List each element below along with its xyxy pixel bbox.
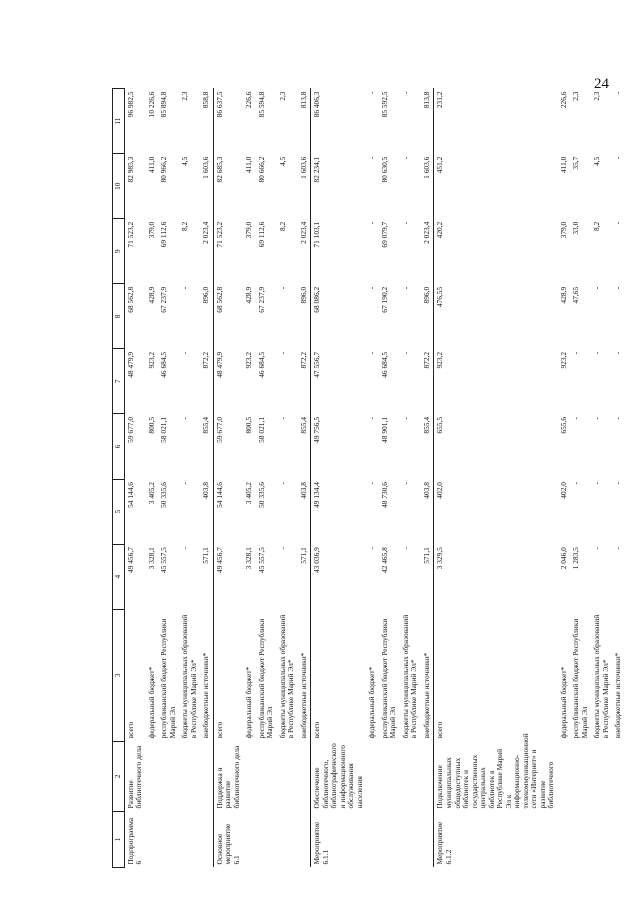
amount-cell: 428,9 (244, 286, 254, 304)
funding-source: всего (124, 609, 146, 741)
amount-cell: 86 637,5 (213, 89, 243, 154)
amount-cell: 402,0 (434, 479, 558, 544)
program-name: Поддержка и развитие библиотечного дела (213, 741, 243, 811)
amount-cell: 82 234,1 (311, 154, 367, 219)
amount-cell: 45 557,5 (159, 547, 169, 573)
amount-cell: - (592, 547, 602, 550)
column-header: 9 (113, 219, 125, 284)
funding-source: внебюджетные источники* (201, 652, 211, 739)
program-name (591, 741, 612, 811)
amount-cell: 3 405,2 (146, 482, 156, 505)
program-code (243, 811, 256, 867)
amount-cell: 3 328,1 (244, 547, 254, 570)
amount-cell: 800,5 (244, 416, 254, 434)
amount-cell: 655,6 (558, 416, 568, 434)
amount-cell: - (180, 286, 190, 290)
amount-cell: 923,2 (146, 351, 156, 369)
program-code (366, 811, 379, 867)
amount-cell: 47,65 (571, 286, 581, 304)
amount-cell: 80 630,5 (379, 156, 389, 183)
amount-cell: 3 328,1 (146, 547, 156, 570)
amount-cell: - (277, 547, 287, 550)
amount-cell: 80 966,2 (159, 156, 169, 183)
program-code (558, 811, 571, 867)
table-row (379, 89, 400, 868)
program-code (277, 811, 298, 867)
amount-cell: - (613, 221, 623, 225)
table-row (213, 89, 243, 868)
amount-cell: 855,4 (298, 416, 308, 434)
amount-cell: 2 023,4 (201, 221, 211, 244)
amount-cell: 428,9 (146, 286, 156, 304)
amount-cell: 2,3 (277, 91, 287, 101)
amount-cell: 67 237,9 (159, 286, 169, 313)
table-row (558, 89, 571, 868)
amount-cell: 476,55 (434, 284, 558, 349)
amount-cell: - (180, 482, 190, 485)
amount-cell: 231,2 (434, 89, 558, 154)
program-name (366, 741, 379, 811)
amount-cell: 54 144,6 (213, 479, 243, 544)
funding-source: бюджеты муниципальных образований в Республике Марий Эл* (277, 614, 296, 739)
amount-cell: - (367, 286, 377, 290)
column-header: 10 (113, 154, 125, 219)
amount-cell: 67 190,2 (379, 286, 389, 313)
amount-cell: 42 465,8 (379, 547, 389, 573)
amount-cell: 2,3 (592, 91, 602, 101)
amount-cell: - (613, 91, 623, 94)
amount-cell: - (613, 416, 623, 420)
amount-cell: 49 134,4 (311, 479, 367, 544)
amount-cell: 8,2 (180, 221, 190, 231)
amount-cell: - (180, 351, 190, 355)
program-name: Развитие библиотечного дела (124, 741, 146, 811)
amount-cell: - (571, 482, 581, 485)
amount-cell: - (592, 482, 602, 485)
amount-cell: 43 036,9 (311, 544, 367, 609)
amount-cell: - (400, 221, 410, 225)
amount-cell: - (367, 156, 377, 160)
funding-source: республиканский бюджет Республики Марий Эл (256, 618, 275, 739)
amount-cell: 379,0 (146, 221, 156, 239)
program-name (277, 741, 298, 811)
amount-cell: 2 023,4 (298, 221, 308, 244)
amount-cell: 411,0 (244, 156, 254, 174)
funding-source: внебюджетные источники* (613, 652, 623, 739)
program-name (146, 741, 159, 811)
amount-cell: - (367, 482, 377, 485)
table-row (200, 89, 213, 868)
amount-cell: 67 237,9 (256, 286, 266, 313)
column-header: 6 (113, 414, 125, 479)
amount-cell: 858,8 (201, 91, 211, 109)
table-row (591, 89, 612, 868)
amount-cell: 10 226,6 (146, 91, 156, 118)
amount-cell: - (571, 351, 581, 355)
table-row (179, 89, 200, 868)
amount-cell: 69 112,6 (159, 221, 169, 248)
amount-cell: 402,0 (558, 482, 568, 499)
amount-cell: 872,2 (298, 351, 308, 369)
funding-source: бюджеты муниципальных образований в Республике Марий Эл* (400, 614, 419, 739)
amount-cell: 58 021,1 (256, 416, 266, 443)
amount-cell: 855,4 (201, 416, 211, 434)
amount-cell: 85 894,8 (159, 91, 169, 118)
program-code (146, 811, 159, 867)
program-name: Обеспечение библиотечного, библиографического и информационного обслуживания населения (311, 741, 367, 811)
table-row (243, 89, 256, 868)
amount-cell: - (613, 286, 623, 290)
amount-cell: - (571, 416, 581, 420)
amount-cell: 82 685,3 (213, 154, 243, 219)
funding-source: республиканский бюджет Республики Марий Эл (159, 618, 177, 739)
table-row (158, 89, 179, 868)
amount-cell: - (180, 416, 190, 420)
amount-cell: 872,2 (421, 351, 431, 369)
amount-cell: - (277, 286, 287, 290)
amount-cell: - (367, 416, 377, 420)
header-row (113, 89, 125, 868)
amount-cell: 68 562,8 (213, 284, 243, 349)
amount-cell: 896,0 (421, 286, 431, 304)
funding-source: республиканский бюджет Республики Марий Эл (379, 618, 398, 739)
amount-cell: - (613, 351, 623, 355)
program-code: Мероприятие 6.1.1 (311, 811, 367, 867)
amount-cell: 48 479,9 (213, 349, 243, 414)
amount-cell: - (592, 416, 602, 420)
amount-cell: 2 023,4 (421, 221, 431, 244)
amount-cell: 571,1 (421, 547, 431, 564)
amount-cell: 69 112,6 (256, 221, 266, 248)
table-row (124, 89, 146, 868)
amount-cell: 48 730,6 (379, 482, 389, 508)
table-row (277, 89, 298, 868)
program-code: Основное мероприятие 6.1 (213, 811, 243, 867)
program-code (570, 811, 591, 867)
amount-cell: 45 557,5 (256, 547, 266, 573)
program-code (400, 811, 421, 867)
program-name (243, 741, 256, 811)
amount-cell: 71 103,1 (311, 219, 367, 284)
funding-source: внебюджетные источники* (421, 652, 431, 739)
amount-cell: 2 046,0 (558, 547, 568, 570)
program-name: Подключение муниципальных общедоступных библиотек и государственных центральных библиотек в Республике Марий Эл к информационно-телекоммуникационной сети «Интернет» и развитие библиотечного (434, 741, 558, 811)
amount-cell: - (613, 547, 623, 550)
amount-cell: 71 523,2 (213, 219, 243, 284)
amount-cell: 48 901,1 (379, 416, 389, 443)
amount-cell: 420,2 (434, 219, 558, 284)
amount-cell: 85 592,5 (379, 91, 389, 118)
program-code (298, 811, 311, 867)
amount-cell: - (277, 416, 287, 420)
amount-cell: 403,8 (421, 482, 431, 499)
amount-cell: 59 677,0 (124, 414, 146, 479)
amount-cell: 379,0 (558, 221, 568, 239)
amount-cell: 800,5 (146, 416, 156, 434)
amount-cell: - (367, 91, 377, 94)
funding-source: внебюджетные источники* (298, 652, 308, 739)
amount-cell: 872,2 (201, 351, 211, 369)
program-name (179, 741, 200, 811)
program-code (158, 811, 179, 867)
program-name (379, 741, 400, 811)
program-name (200, 741, 213, 811)
amount-cell: - (592, 351, 602, 355)
amount-cell: - (277, 351, 287, 355)
amount-cell: 923,2 (558, 351, 568, 369)
program-name (298, 741, 311, 811)
amount-cell: 69 079,7 (379, 221, 389, 248)
amount-cell: 451,2 (434, 154, 558, 219)
amount-cell: 3 405,2 (244, 482, 254, 505)
amount-cell: 33,0 (571, 221, 581, 235)
funding-source: федеральный бюджет* (367, 666, 377, 739)
amount-cell: 4,5 (277, 156, 287, 166)
funding-source: бюджеты муниципальных образований в Республике Марий Эл* (180, 614, 198, 739)
amount-cell: 923,2 (244, 351, 254, 369)
table-row (421, 89, 434, 868)
amount-cell: 2,3 (571, 91, 581, 101)
program-code (591, 811, 612, 867)
program-name (421, 741, 434, 811)
amount-cell: - (367, 351, 377, 355)
funding-source: всего (213, 609, 243, 741)
funding-source: федеральный бюджет* (558, 666, 568, 739)
amount-cell: 3 329,5 (434, 544, 558, 609)
table-row (298, 89, 311, 868)
amount-cell: - (613, 156, 623, 160)
rotated-table-wrapper (112, 88, 623, 868)
amount-cell: 86 406,3 (311, 89, 367, 154)
column-header: 8 (113, 284, 125, 349)
amount-cell: 35,7 (571, 156, 581, 170)
amount-cell: - (400, 156, 410, 160)
amount-cell: 82 985,3 (124, 154, 146, 219)
program-code (379, 811, 400, 867)
amount-cell: 923,2 (434, 349, 558, 414)
amount-cell: 4,5 (592, 156, 602, 166)
amount-cell: 1 603,6 (298, 156, 308, 179)
program-name (612, 741, 625, 811)
amount-cell: 813,8 (421, 91, 431, 109)
amount-cell: 428,9 (558, 286, 568, 304)
amount-cell: - (367, 221, 377, 225)
amount-cell: - (400, 547, 410, 550)
amount-cell: 49 756,5 (311, 414, 367, 479)
program-code (612, 811, 625, 867)
program-name (158, 741, 179, 811)
amount-cell: 47 556,7 (311, 349, 367, 414)
amount-cell: 46 684,5 (379, 351, 389, 378)
column-header: 5 (113, 479, 125, 544)
table-row (311, 89, 367, 868)
amount-cell: 8,2 (592, 221, 602, 231)
amount-cell: 68 562,8 (124, 284, 146, 349)
amount-cell: 226,6 (558, 91, 568, 109)
amount-cell: 411,0 (558, 156, 568, 174)
table-row (434, 89, 558, 868)
amount-cell: - (400, 482, 410, 485)
column-header: 3 (113, 609, 125, 741)
amount-cell: - (400, 416, 410, 420)
program-code (421, 811, 434, 867)
amount-cell: 59 677,0 (213, 414, 243, 479)
program-name (558, 741, 571, 811)
amount-cell: 655,5 (434, 414, 558, 479)
amount-cell: - (180, 547, 190, 550)
amount-cell: 54 144,6 (124, 479, 146, 544)
table-row (366, 89, 379, 868)
funding-source: бюджеты муниципальных образований в Республике Марий Эл* (592, 614, 610, 739)
amount-cell: - (592, 286, 602, 290)
amount-cell: 71 523,2 (124, 219, 146, 284)
amount-cell: 46 684,5 (256, 351, 266, 378)
amount-cell: 226,6 (244, 91, 254, 109)
funding-source: всего (311, 609, 367, 741)
table-row (570, 89, 591, 868)
program-code: Мероприятие 6.1.2 (434, 811, 558, 867)
amount-cell: 571,1 (298, 547, 308, 564)
table-row (146, 89, 159, 868)
amount-cell: 896,0 (298, 286, 308, 304)
column-header: 2 (113, 741, 125, 811)
budget-table (112, 88, 625, 868)
amount-cell: 48 479,9 (124, 349, 146, 414)
amount-cell: 403,8 (201, 482, 211, 499)
table-row (612, 89, 625, 868)
amount-cell: 379,0 (244, 221, 254, 239)
funding-source: республиканский бюджет Республики Марий Эл (571, 618, 589, 739)
program-code (256, 811, 277, 867)
amount-cell: 1 603,6 (421, 156, 431, 179)
table-body (124, 89, 625, 868)
program-name (400, 741, 421, 811)
amount-cell: 403,8 (298, 482, 308, 499)
amount-cell: 411,0 (146, 156, 156, 174)
column-header: 7 (113, 349, 125, 414)
amount-cell: 50 335,6 (159, 482, 169, 508)
amount-cell: 2,3 (180, 91, 190, 101)
amount-cell: 813,8 (298, 91, 308, 109)
table-row (256, 89, 277, 868)
amount-cell: 8,2 (277, 221, 287, 231)
amount-cell: 49 456,7 (213, 544, 243, 609)
program-code: Подпрограмма 6 (124, 811, 146, 867)
amount-cell: 1 603,6 (201, 156, 211, 179)
amount-cell: 96 982,5 (124, 89, 146, 154)
amount-cell: - (277, 482, 287, 485)
program-code (200, 811, 213, 867)
amount-cell: 896,0 (201, 286, 211, 304)
amount-cell: 4,5 (180, 156, 190, 166)
funding-source: федеральный бюджет* (146, 666, 156, 739)
page-number: 24 (594, 76, 609, 92)
amount-cell: 85 594,8 (256, 91, 266, 118)
amount-cell: 571,1 (201, 547, 211, 564)
program-name (256, 741, 277, 811)
amount-cell: - (613, 482, 623, 485)
amount-cell: - (400, 91, 410, 94)
amount-cell: 58 021,1 (159, 416, 169, 443)
amount-cell: 68 086,2 (311, 284, 367, 349)
amount-cell: 80 666,2 (256, 156, 266, 183)
amount-cell: - (400, 351, 410, 355)
amount-cell: 50 335,6 (256, 482, 266, 508)
column-header: 4 (113, 544, 125, 609)
amount-cell: 49 456,7 (124, 544, 146, 609)
program-code (179, 811, 200, 867)
amount-cell: - (367, 547, 377, 550)
column-header: 11 (113, 89, 125, 154)
amount-cell: 855,4 (421, 416, 431, 434)
amount-cell: - (400, 286, 410, 290)
column-header: 1 (113, 811, 125, 867)
program-name (570, 741, 591, 811)
funding-source: всего (434, 609, 558, 741)
amount-cell: 1 283,5 (571, 547, 581, 570)
funding-source: федеральный бюджет* (244, 666, 254, 739)
amount-cell: 46 684,5 (159, 351, 169, 378)
table-row (400, 89, 421, 868)
